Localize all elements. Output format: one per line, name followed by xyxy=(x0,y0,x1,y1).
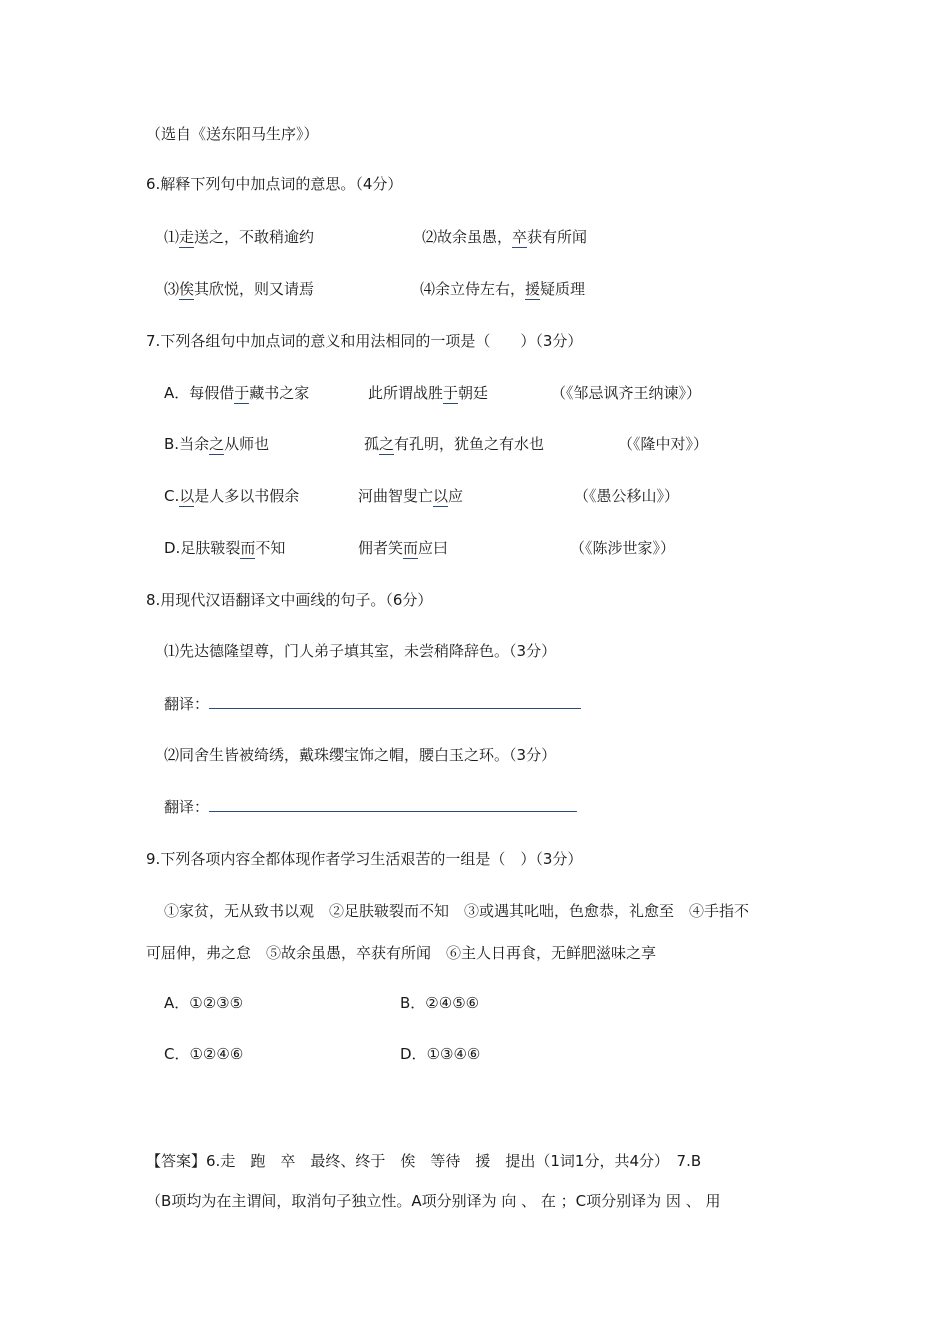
answer-line-1 xyxy=(146,1151,701,1171)
option-text: 不知 xyxy=(255,539,286,557)
question-7-title xyxy=(146,331,582,351)
option-letter: A． xyxy=(164,384,190,402)
option-letter: C. xyxy=(164,487,180,505)
item-text: 送之，不敢稍逾约 xyxy=(194,228,315,246)
choice-value: ②④⑤⑥ xyxy=(425,994,480,1012)
score: 3 xyxy=(542,850,553,868)
item-text: ⑵故余虽愚， xyxy=(422,228,513,246)
q6-item-1 xyxy=(164,227,314,247)
option-text: 足肤皲裂 xyxy=(180,539,241,557)
option-c-source: （《愚公移山》） xyxy=(574,487,680,505)
option-b-part2 xyxy=(364,434,544,454)
item-text: 疑质理 xyxy=(540,280,586,298)
answer-num: 6. xyxy=(206,1152,221,1170)
answer-num: 1 xyxy=(550,1152,560,1170)
option-d-source: （《陈涉世家》） xyxy=(570,539,676,557)
q9-choice-d xyxy=(400,1044,480,1064)
score: 3 xyxy=(516,642,527,660)
q8-sentence-1 xyxy=(164,641,556,661)
sentence-text: ⑵同舍生皆被绮绣，戴珠缨宝饰之帽，腰白玉之环。（ xyxy=(164,746,517,764)
option-text: 每假借 xyxy=(189,384,235,402)
answer-text: 分） xyxy=(639,1152,677,1170)
answer-text: 项分别译为 因 、 用 xyxy=(586,1192,721,1210)
score-tail: 分） xyxy=(372,175,403,193)
answer-text: 分，共 xyxy=(584,1152,630,1170)
answer-letter: B xyxy=(161,1192,172,1210)
answer-text: 走 跑 卒 最终、终于 俟 等待 援 提出（ xyxy=(220,1152,551,1170)
translation-row-2 xyxy=(164,797,577,817)
dotted-word: 俟 xyxy=(179,280,195,298)
answer-text: （ xyxy=(146,1192,162,1210)
dotted-word: 而 xyxy=(403,539,419,557)
option-text: 河曲智叟亡 xyxy=(358,487,434,505)
option-text: 此所谓战胜 xyxy=(368,384,444,402)
option-b-source: （《隆中对》） xyxy=(618,435,709,453)
translate-label: 翻译： xyxy=(164,695,210,713)
q6-item-4 xyxy=(420,279,585,299)
answer-blank-2[interactable] xyxy=(209,797,577,812)
answer-line-2 xyxy=(146,1191,720,1211)
answer-num: 1 xyxy=(574,1152,585,1170)
q9-body-line-2: 可屈伸，弗之怠 ⑤故余虽愚，卒获有所闻 ⑥主人日再食，无鲜肥滋味之享 xyxy=(146,944,657,962)
question-6-title xyxy=(146,174,402,194)
question-stem: 用现代汉语翻译文中画线的句子。（ xyxy=(160,591,393,609)
answer-letter: A xyxy=(411,1192,422,1210)
dotted-word: 援 xyxy=(525,280,541,298)
answer-text: 项均为在主谓间，取消句子独立性。 xyxy=(171,1192,412,1210)
item-text: ⑶ xyxy=(164,280,180,298)
option-d-part2 xyxy=(358,538,448,558)
dotted-word: 走 xyxy=(179,228,195,246)
question-9-title xyxy=(146,849,582,869)
dotted-word: 于 xyxy=(234,384,250,402)
q9-choice-c xyxy=(164,1044,243,1064)
dotted-word: 以 xyxy=(179,487,195,505)
q9-choice-a xyxy=(164,993,243,1013)
answer-num: 4 xyxy=(629,1152,640,1170)
score-tail: 分） xyxy=(526,642,557,660)
dotted-word: 于 xyxy=(443,384,459,402)
choice-value: ①③④⑥ xyxy=(426,1045,481,1063)
dotted-word: 以 xyxy=(433,487,449,505)
question-stem: 解释下列句中加点词的意思。（ xyxy=(160,175,363,193)
option-letter: D. xyxy=(164,539,181,557)
question-stem: 下列各项内容全都体现作者学习生活艰苦的一组是（ ）（ xyxy=(160,850,543,868)
choice-letter: D． xyxy=(400,1045,427,1063)
score-tail: 分） xyxy=(402,591,433,609)
option-text: 佣者笑 xyxy=(358,539,404,557)
item-text: ⑷余立侍左右， xyxy=(420,280,526,298)
score: 3 xyxy=(516,746,527,764)
question-number: 7. xyxy=(146,332,161,350)
answer-num: 7.B xyxy=(676,1152,702,1170)
option-c-part1 xyxy=(164,486,299,506)
score-tail: 分） xyxy=(526,746,557,764)
question-number: 9. xyxy=(146,850,161,868)
option-text: 当余 xyxy=(179,435,210,453)
score: 6 xyxy=(392,591,403,609)
choice-value: ①②③⑤ xyxy=(189,994,244,1012)
option-text: 是人多以书假余 xyxy=(194,487,300,505)
translate-label: 翻译： xyxy=(164,798,210,816)
dotted-word: 之 xyxy=(379,435,395,453)
question-number: 8. xyxy=(146,591,161,609)
q6-item-3 xyxy=(164,279,314,299)
option-b-part1 xyxy=(164,434,269,454)
score-tail: 分） xyxy=(552,332,583,350)
item-text: 其欣悦，则又请焉 xyxy=(194,280,315,298)
sentence-text: ⑴先达德隆望尊，门人弟子填其室，未尝稍降辞色。（ xyxy=(164,642,517,660)
item-text: 获有所闻 xyxy=(527,228,588,246)
answer-blank-1[interactable] xyxy=(209,694,581,709)
option-a-part1 xyxy=(164,383,309,403)
choice-letter: C． xyxy=(164,1045,190,1063)
answer-letter: C xyxy=(575,1192,587,1210)
choice-letter: B． xyxy=(400,994,426,1012)
option-c-part2 xyxy=(358,486,463,506)
source-line: （选自《送东阳马生序》） xyxy=(146,125,319,143)
item-text: ⑴ xyxy=(164,228,180,246)
option-text: 应曰 xyxy=(418,539,449,557)
answer-label: 【答案】 xyxy=(146,1152,207,1170)
question-number: 6. xyxy=(146,175,161,193)
option-a-part2 xyxy=(368,383,488,403)
question-8-title xyxy=(146,590,432,610)
score: 3 xyxy=(542,332,553,350)
dotted-word: 卒 xyxy=(512,228,528,246)
choice-value: ①②④⑥ xyxy=(189,1045,244,1063)
option-text: 孤 xyxy=(364,435,380,453)
dotted-word: 之 xyxy=(209,435,225,453)
translation-row-1 xyxy=(164,694,581,714)
option-letter: B. xyxy=(164,435,180,453)
option-text: 藏书之家 xyxy=(249,384,310,402)
option-a-source: （《邹忌讽齐王纳谏》） xyxy=(551,384,702,402)
option-d-part1 xyxy=(164,538,285,558)
q9-body-line-1: ①家贫，无从致书以观 ②足肤皲裂而不知 ③或遇其叱咄，色愈恭，礼愈至 ④手指不 xyxy=(164,902,750,920)
answer-text: 项分别译为 向 、 在 ； xyxy=(421,1192,576,1210)
question-stem: 下列各组句中加点词的意义和用法相同的一项是（ ）（ xyxy=(160,332,543,350)
option-text: 有孔明，犹鱼之有水也 xyxy=(394,435,545,453)
q6-item-2 xyxy=(422,227,587,247)
q9-choice-b xyxy=(400,993,479,1013)
option-text: 应 xyxy=(448,487,464,505)
q8-sentence-2 xyxy=(164,745,556,765)
answer-text: 词 xyxy=(559,1152,575,1170)
choice-letter: A． xyxy=(164,994,190,1012)
option-text: 朝廷 xyxy=(458,384,489,402)
score: 4 xyxy=(362,175,373,193)
dotted-word: 而 xyxy=(240,539,256,557)
option-text: 从师也 xyxy=(224,435,270,453)
score-tail: 分） xyxy=(552,850,583,868)
